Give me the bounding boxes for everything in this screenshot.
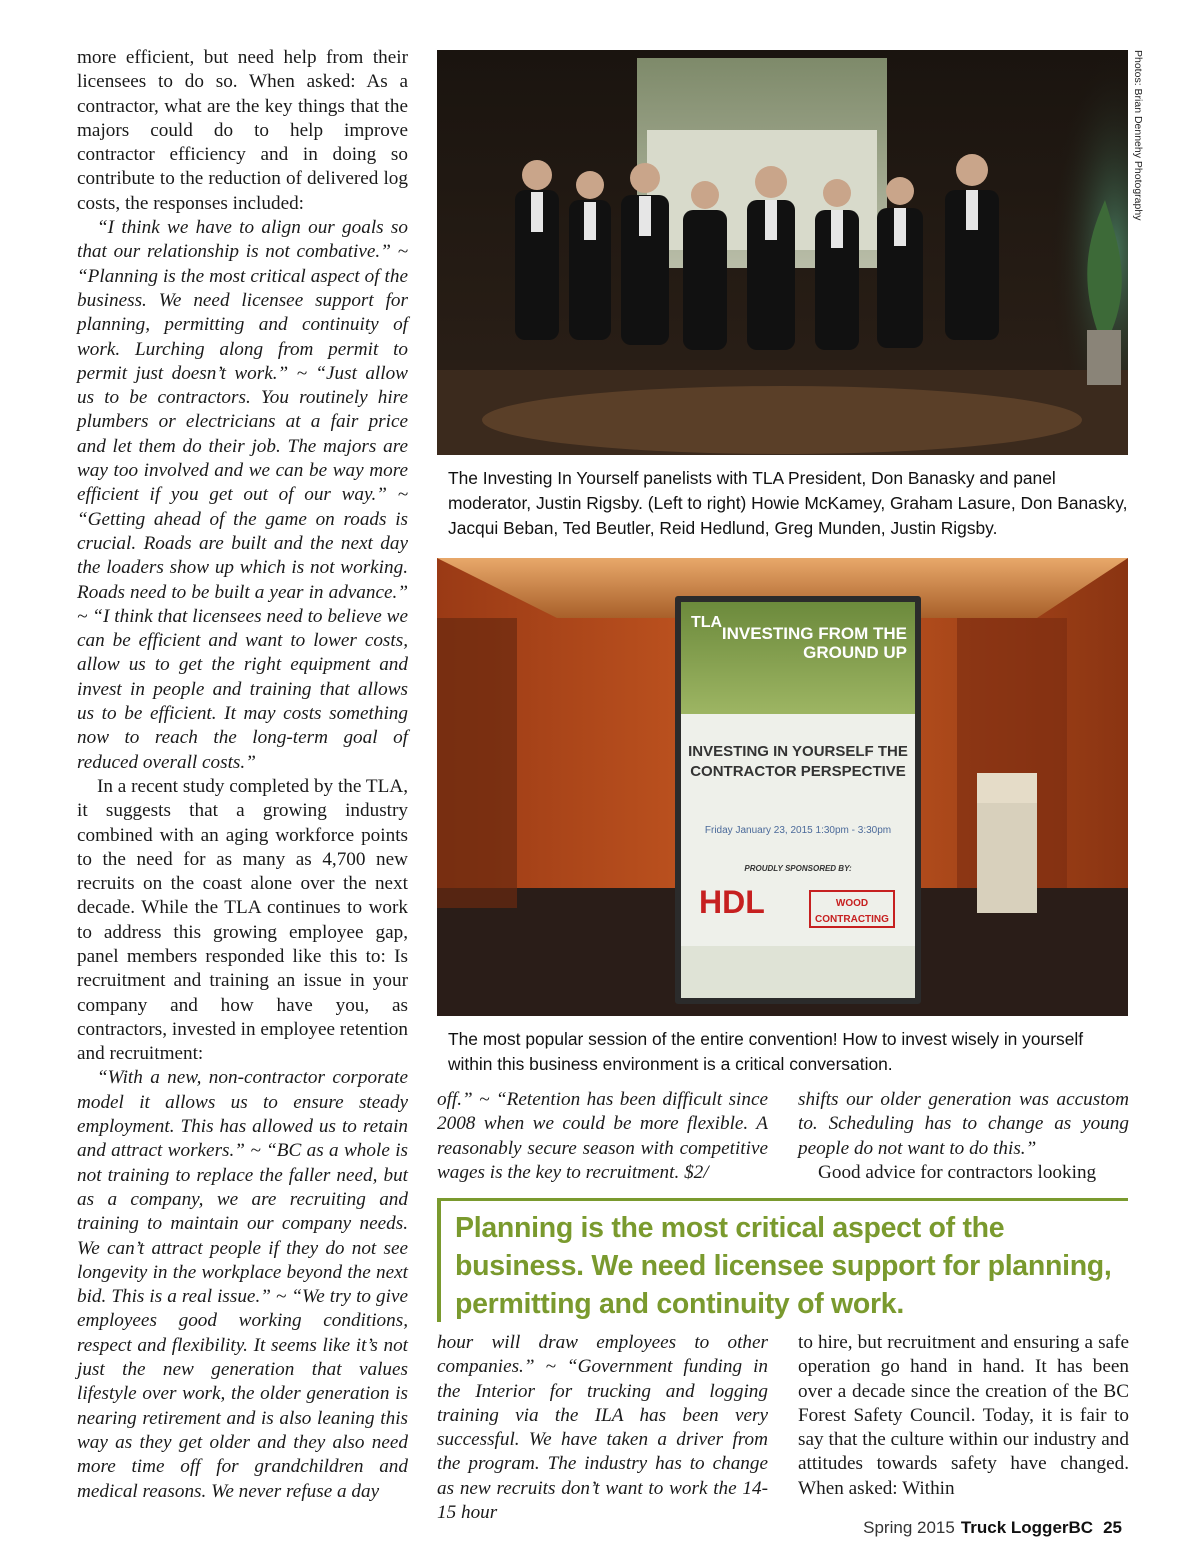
session-sign-photo [437, 558, 1128, 1016]
issue-season: Spring 2015 [863, 1518, 955, 1537]
photo-credit-text: Photos: Brian Dennehy Photography [1132, 50, 1144, 221]
quote-paragraph: “I think we have to align our goals so that our relationship is not combative.” ~ “Planning is the most critical aspect of the business. We need licensee support for planning, permitting and continuity of work. Lurching along from permit to permit just doesn’t work.” ~ “Just allow us to be contractors. You routinely hire plumbers or electricians at a fair price and let them do their job. The majors are way too involved and we can be way more efficient if you get out of our way.” ~ “Getting ahead of the game on roads is crucial. Roads are built and the next day the loaders show up which is not working. Roads need to be built a year in advance.” ~ “I think that licensees need to believe we can be efficient and want to lower costs, allow us to get the right equipment and invest in people and training that allows us to be efficient. It may costs something now to reach the long-term goal of reduced overall costs.” [77, 217, 408, 773]
page-number: 25 [1103, 1518, 1122, 1537]
wood-contracting-logo: WOOD CONTRACTING [809, 890, 895, 928]
paragraph: In a recent study completed by the TLA, it suggests that a growing industry combined with an aging workforce points to the need for as many as 4,700 new recruits on the coast alone over the next decade. While the TLA continues to work to address this growing employee gap, panel members responded like this to: Is recruitment and training an issue in your company and how have you, as contractors, invested in employee retention and recruitment: [77, 775, 408, 1065]
quote-paragraph: shifts our older generation was accustom to. Scheduling has to change as young people do not want to do this.” [798, 1089, 1129, 1159]
photo-caption-session: The most popular session of the entire convention! How to invest wisely in yourself within this business environment is a critical conversation. [448, 1029, 1084, 1074]
right-text-column-top [798, 1088, 1129, 1185]
paragraph: more efficient, but need help from their licensees to do so. When asked: As a contractor, what are the key things that the majors could do to help improve contractor efficiency and in doing so contribute to the reduction of delivered log costs, the responses included: [77, 47, 408, 214]
paragraph: to hire, but recruitment and ensuring a safe operation go hand in hand. It has been over a decade since the creation of the BC Forest Safety Council. Today, it is fair to say that the culture within our industry and attitudes towards safety have changed. When asked: Within [798, 1332, 1129, 1499]
sign-banner: INVESTING FROM THE GROUND UP [721, 624, 907, 662]
middle-text-column-top [437, 1088, 768, 1185]
tla-logo: TLA [691, 614, 723, 631]
photo-caption-panelists: The Investing In Yourself panelists with TLA President, Don Banasky and panel moderator, Justin Rigsby. (Left to right) Howie McKamey, Graham Lasure, Don Banasky, Jacqui Beban, Ted Beutler, Reid Hedlund, Greg Munden, Justin Rigsby. [448, 468, 1128, 538]
middle-text-column-bottom [437, 1331, 768, 1525]
sign-sponsored-label: PROUDLY SPONSORED BY: [744, 864, 852, 873]
pull-quote [437, 1198, 1128, 1322]
sign-date: Friday January 23, 2015 1:30pm - 3:30pm [704, 825, 892, 836]
quote-paragraph: “With a new, non-contractor corporate model it allows us to ensure steady employment. This has allowed us to retain and attract workers.” ~ “BC as a whole is not training to replace the faller need, but as a company, we are recruiting and training to maintain our company needs. We can’t attract people if they do not see longevity in the workplace beyond the next bid. This is a real issue.” ~ “We try to give employees good working conditions, respect and flexibility. It seems like it’s not just the new generation that values lifestyle over work, the older generation is nearing retirement and is also leaning this way as they get older and they also need more time off for grandchildren and medical reasons. We never refuse a day [77, 1067, 408, 1502]
quote-paragraph: hour will draw employees to other companies.” ~ “Government funding in the Interior for trucking and logging training via the ILA has been very successful. We have taken a driver from the program. The industry has to change as new recruits don’t want to work the 14-15 hour [437, 1332, 768, 1524]
quote-paragraph: off.” ~ “Retention has been difficult since 2008 when we could be more flexible. A reasonably secure season with competitive wages is the key to recruitment. $2/ [437, 1089, 768, 1183]
magazine-name: Truck LoggerBC [960, 1518, 1094, 1537]
paragraph: Good advice for contractors looking [818, 1161, 1097, 1183]
sign-title: INVESTING IN YOURSELF THE CONTRACTOR PERSPECTIVE [688, 743, 908, 780]
right-text-column-bottom [798, 1331, 1129, 1501]
photo-credit [1128, 50, 1146, 260]
hdl-logo: HDL [699, 884, 765, 920]
sign-poster [681, 602, 915, 998]
left-text-column [77, 46, 408, 1504]
sign-header [681, 602, 915, 714]
panelists-photo [437, 50, 1128, 455]
session-sign [675, 596, 921, 1004]
page-footer [863, 1518, 1122, 1538]
pull-quote-text: Planning is the most critical aspect of the business. We need licensee support for planning, permitting and continuity of work. [455, 1212, 1112, 1320]
sign-sponsor-strip [681, 946, 915, 998]
panelists-photo-illustration [437, 50, 1128, 455]
